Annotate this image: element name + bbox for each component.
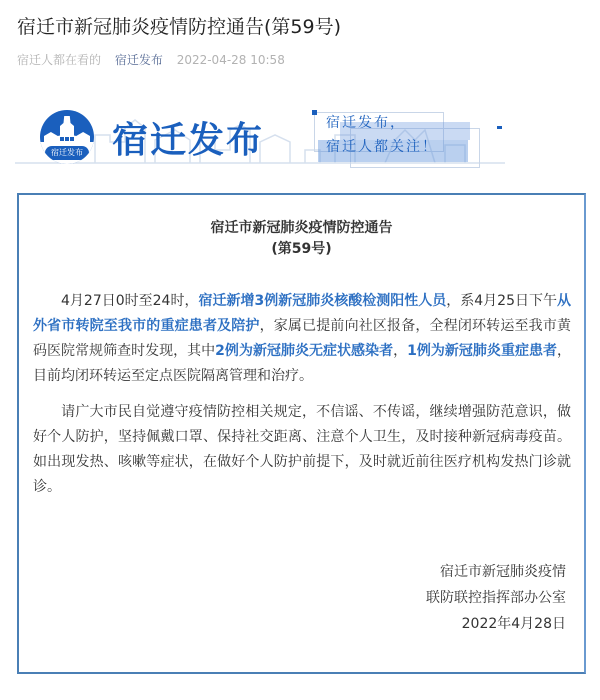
signature-date: 2022年4月28日 [461, 616, 566, 632]
text-segment: ，家属已提前向社区报备，全程闭环转运至我市黄码医院常规筛查时发现，其中 [33, 318, 571, 359]
account-link[interactable]: 宿迁发布 [114, 53, 163, 67]
slogan-line-1: 宿迁发布， [326, 115, 406, 131]
highlight-transfer-source: 从外省市转院至我市的重症患者及陪护 [33, 293, 571, 334]
slogan-line-2: 宿迁人都关注！ [326, 139, 438, 155]
advice-text: 请广大市民自觉遵守疫情防控相关规定，不信谣、不传谣，继续增强防范意识，做好个人防护，坚持佩戴口罩、保持社交距离、注意个人卫生，及时接种新冠病毒疫苗。如出现发热、咳嗽等症状，在做好个人防护前提下，及时就近前往医疗机构发热门诊就诊。 [33, 404, 571, 495]
signature-org-line1: 宿迁市新冠肺炎疫情 [440, 564, 566, 580]
article-title: 宿迁市新冠肺炎疫情防控通告(第59号) [17, 16, 342, 38]
publish-time: 2022-04-28 10:58 [176, 53, 285, 67]
text-segment: ，目前均闭环转运至定点医院隔离管理和治疗。 [33, 343, 571, 384]
banner-image [0, 80, 600, 170]
author-label: 宿迁人都在看的 [17, 53, 102, 67]
text-segment: ，系4月25日下午 [446, 293, 557, 309]
signature-org-line2: 联防联控指挥部办公室 [426, 590, 566, 606]
notice-number: (第59号) [271, 241, 332, 257]
square-dot-icon [312, 110, 317, 115]
logo-label: 宿迁发布 [45, 146, 89, 160]
highlight-new-cases: 宿迁新增3例新冠肺炎核酸检测阳性人员 [198, 293, 447, 309]
notice-box [17, 193, 586, 674]
paragraph-case-report [33, 289, 571, 389]
paragraph-advice [33, 400, 571, 500]
text-segment: ， [393, 343, 408, 359]
logo [40, 110, 94, 164]
notice-title: 宿迁市新冠肺炎疫情防控通告 [210, 220, 393, 236]
slogan-box [310, 100, 510, 170]
highlight-asymptomatic: 2例为新冠肺炎无症状感染者 [215, 343, 394, 359]
article-meta [17, 51, 295, 68]
highlight-severe: 1例为新冠肺炎重症患者 [407, 343, 557, 359]
square-dot-icon [497, 126, 502, 129]
windows-icon [60, 137, 74, 141]
text-segment: 4月27日0时至24时， [61, 293, 199, 309]
brand-name: 宿迁发布 [112, 119, 265, 161]
statue-icon [60, 116, 74, 136]
